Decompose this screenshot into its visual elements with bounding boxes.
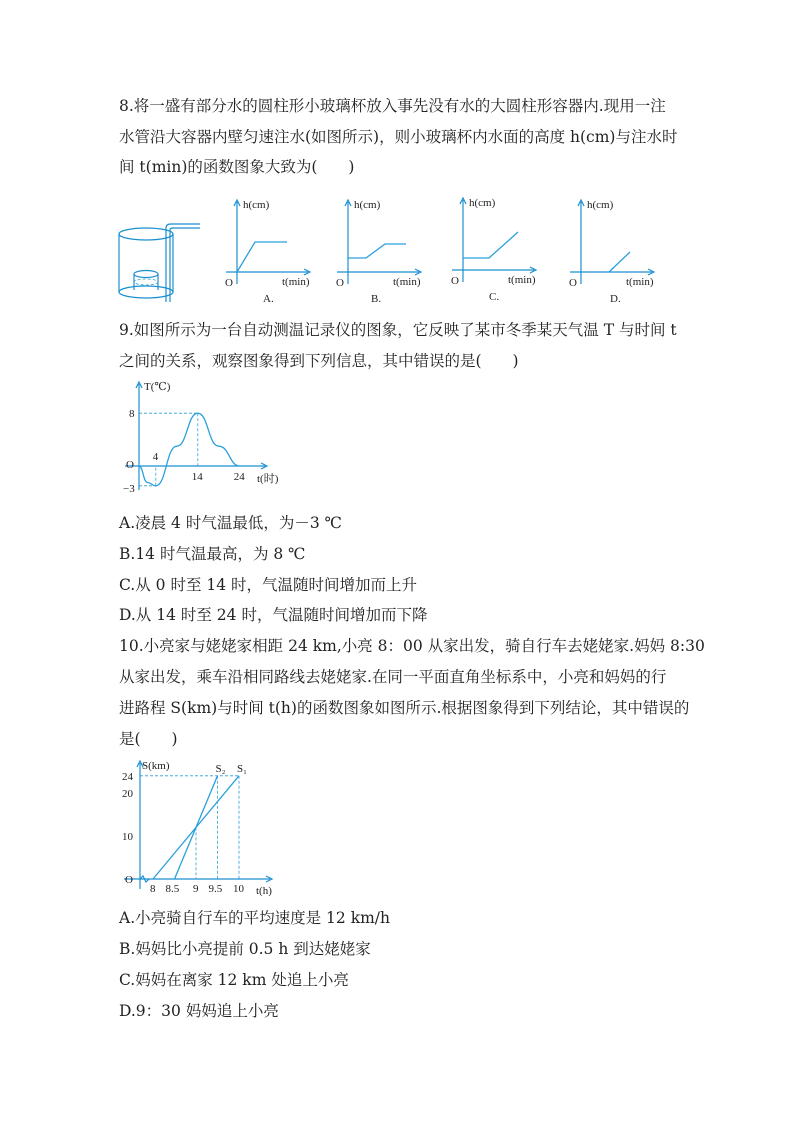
graph-a xyxy=(225,199,310,305)
q10-line-1: 10.小亮家与姥姥家相距 24 km,小亮 8：00 从家出发，骑自行车去姥姥家.妈妈 8:30 xyxy=(119,637,705,655)
q8-line-3: 间 t(min)的函数图象大致为( ) xyxy=(119,158,355,176)
y-tick-label: 10 xyxy=(122,831,133,843)
series-label-2: S₂ xyxy=(215,762,226,775)
graph-b xyxy=(336,199,421,305)
y-tick-label: 8 xyxy=(129,408,135,421)
y-tick-label: −3 xyxy=(123,482,135,493)
graph-a-curve xyxy=(237,242,287,272)
q8-line-2: 水管沿大容器内壁匀速注水(如图所示)，则小玻璃杯内水面的高度 h(cm)与注水时 xyxy=(119,128,678,146)
y-tick-label: 20 xyxy=(122,788,133,800)
q8-figure xyxy=(0,192,794,312)
temperature-chart xyxy=(115,378,295,493)
x-tick-label: 4 xyxy=(152,451,159,463)
container-illustration xyxy=(119,224,200,302)
graph-d-ylabel: h(cm) xyxy=(587,199,614,211)
x-tick-label: 9.5 xyxy=(208,883,223,895)
option-a-label: A. xyxy=(263,293,274,305)
x-tick-label: 8.5 xyxy=(165,883,180,895)
q10-choice-a: A.小亮骑自行车的平均速度是 12 km/h xyxy=(119,909,390,927)
q9-line-2: 之间的关系，观察图象得到下列信息，其中错误的是( ) xyxy=(119,352,519,370)
y-tick-label: 24 xyxy=(122,770,133,783)
x-tick-label: 14 xyxy=(191,471,203,483)
q10-choice-d: D.9：30 妈妈追上小亮 xyxy=(119,1002,279,1020)
graph-c-curve xyxy=(463,232,518,258)
x-tick-label: 10 xyxy=(233,883,244,895)
graph-d xyxy=(569,199,654,305)
distance-chart xyxy=(110,757,280,897)
q10-choice-b: B.妈妈比小亮提前 0.5 h 到达姥姥家 xyxy=(119,940,371,958)
graph-c-xlabel: t(min) xyxy=(508,274,536,286)
graph-c-origin: O xyxy=(451,275,459,287)
graph-a-ylabel: h(cm) xyxy=(243,199,270,211)
graph-c xyxy=(451,197,536,303)
option-c-label: C. xyxy=(489,291,500,303)
x-tick-label: 24 xyxy=(233,471,245,483)
q10-line-4: 是( ) xyxy=(119,730,178,748)
q10-line-3: 进路程 S(km)与时间 t(h)的函数图象如图所示.根据图象得到下列结论，其中错误的 xyxy=(119,699,690,717)
graph-c-ylabel: h(cm) xyxy=(469,197,496,209)
q9-choice-c: C.从 0 时至 14 时，气温随时间增加而上升 xyxy=(119,576,418,594)
q10-line-2: 从家出发，乘车沿相同路线去姥姥家.在同一平面直角坐标系中，小亮和妈妈的行 xyxy=(119,668,667,686)
y-axis-label: T(℃) xyxy=(144,381,171,393)
x-axis-label: t(时) xyxy=(257,473,279,485)
graph-b-xlabel: t(min) xyxy=(393,276,421,288)
x-tick-label: 9 xyxy=(193,883,199,895)
graph-b-ylabel: h(cm) xyxy=(354,199,381,211)
graph-a-origin: O xyxy=(225,277,233,289)
q8-line-1: 8.将一盛有部分水的圆柱形小玻璃杯放入事先没有水的大圆柱形容器内.现用一注 xyxy=(119,97,666,115)
graph-a-xlabel: t(min) xyxy=(282,276,310,288)
q9-choice-d: D.从 14 时至 24 时，气温随时间增加而下降 xyxy=(119,606,428,624)
graph-d-xlabel: t(min) xyxy=(626,276,654,288)
x-axis-label: t(h) xyxy=(256,885,272,897)
q9-choice-b: B.14 时气温最高，为 8 ℃ xyxy=(119,545,306,563)
q10-choice-c: C.妈妈在离家 12 km 处追上小亮 xyxy=(119,971,349,989)
graph-b-origin: O xyxy=(336,277,344,289)
temperature-curve xyxy=(139,413,240,486)
q9-line-1: 9.如图所示为一台自动测温记录仪的图象，它反映了某市冬季某天气温 T 与时间 t xyxy=(119,321,677,339)
graph-d-curve xyxy=(609,252,630,272)
option-d-label: D. xyxy=(610,293,621,305)
graph-d-origin: O xyxy=(569,277,577,289)
option-b-label: B. xyxy=(371,293,382,305)
origin-label: O xyxy=(126,459,134,471)
series-label-1: S₁ xyxy=(237,762,247,775)
origin-label: O xyxy=(125,874,133,886)
graph-b-curve xyxy=(348,244,406,258)
x-tick-label: 8 xyxy=(150,883,156,895)
q9-choice-a: A.凌晨 4 时气温最低，为－3 ℃ xyxy=(119,514,342,532)
y-axis-label: S(km) xyxy=(142,760,170,772)
